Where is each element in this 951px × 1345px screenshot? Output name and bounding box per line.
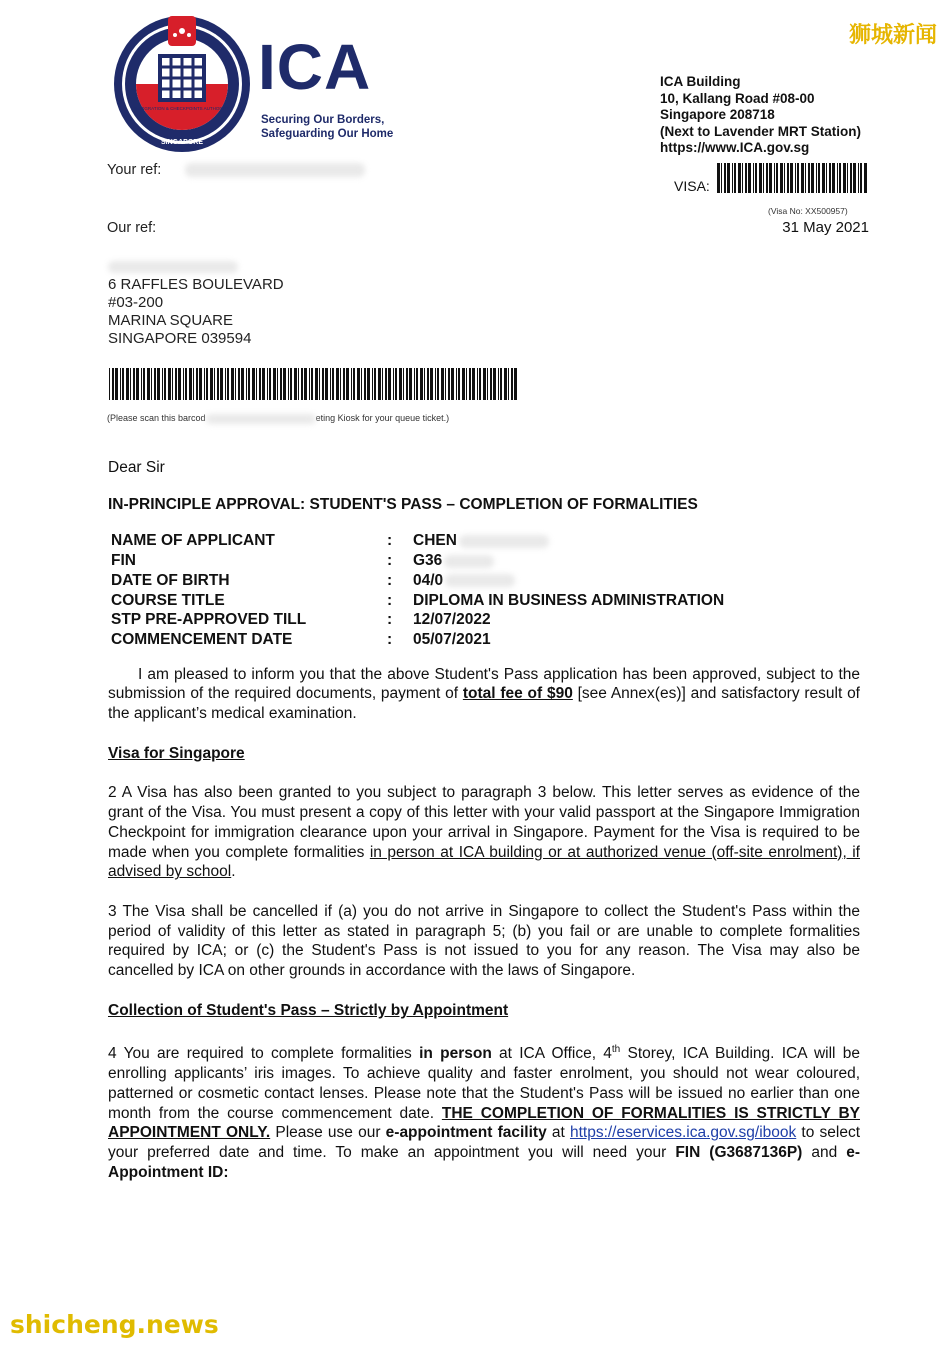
- barcode-bar: [248, 368, 250, 400]
- barcode-bar: [235, 368, 236, 400]
- barcode-bar: [498, 368, 499, 400]
- barcode-bar: [115, 368, 118, 400]
- barcode-bar: [832, 163, 835, 193]
- barcode-bar: [225, 368, 226, 400]
- barcode-bar: [748, 163, 751, 193]
- total-fee: total fee of $90: [462, 685, 573, 703]
- barcode-bar: [416, 368, 418, 400]
- barcode-bar: [298, 368, 299, 400]
- barcode-bar: [860, 163, 862, 193]
- barcode-bar: [259, 368, 261, 400]
- barcode-bar: [353, 368, 355, 400]
- barcode-bar: [220, 368, 223, 400]
- barcode-bar: [742, 163, 743, 193]
- barcode-bar: [721, 163, 722, 193]
- barcode-bar: [280, 368, 282, 400]
- barcode-bar: [477, 368, 478, 400]
- recipient-line: MARINA SQUARE: [108, 312, 234, 329]
- detail-row: [111, 610, 724, 630]
- barcode-bar: [822, 163, 825, 193]
- paragraph-4: 4 You are required to complete formalities in person at ICA Office, 4th Storey, ICA Building. ICA will be enrolling applicants’ iris images. To achieve quality and faster enrolment, you should not wear coloured, patterned or cosmetic contact lenses. Please note that the Student's Pass will be issued no earlier than one month from the course commencement date. THE COMPLETION OF FORMALITIES IS STRICTLY BY APPOINTMENT ONLY. Please use our e-appointment facility at https://eservices.ica.gov.sg/ibook to select your preferred date and time. To make an appointment you will need your FIN (G3687136P) and e-Appointment ID:: [108, 1044, 861, 1181]
- barcode-bar: [829, 163, 831, 193]
- barcode-bar: [393, 368, 394, 400]
- barcode-bar: [330, 368, 331, 400]
- barcode-bar: [204, 368, 205, 400]
- barcode-bar: [277, 368, 278, 400]
- barcode-bar: [472, 368, 475, 400]
- barcode-bar: [351, 368, 352, 400]
- barcode-bar: [196, 368, 198, 400]
- barcode-bar: [283, 368, 286, 400]
- barcode-bar: [801, 163, 804, 193]
- barcode-bar: [458, 368, 460, 400]
- barcode-bar: [483, 368, 486, 400]
- barcode-bar: [780, 163, 783, 193]
- barcode-bar: [403, 368, 404, 400]
- barcode-bar: [112, 368, 114, 400]
- barcode-bar: [189, 368, 192, 400]
- redacted-name: [108, 261, 238, 273]
- barcode-bar: [120, 368, 121, 400]
- detail-colon: :: [387, 630, 393, 648]
- barcode-bar: [157, 368, 160, 400]
- barcode-bar: [826, 163, 827, 193]
- barcode-bar: [133, 368, 135, 400]
- letter-body: [108, 458, 860, 1183]
- watermark-top: 狮城新闻: [848, 22, 937, 47]
- recipient-line: SINGAPORE 039594: [108, 330, 252, 347]
- barcode-bar: [168, 368, 171, 400]
- barcode-bar: [214, 368, 215, 400]
- barcode-bar: [399, 368, 402, 400]
- barcode-bar: [790, 163, 793, 193]
- barcode-bar: [808, 163, 810, 193]
- barcode-bar: [437, 368, 439, 400]
- barcode-bar: [776, 163, 778, 193]
- detail-colon: :: [387, 611, 393, 629]
- barcode-bar: [136, 368, 139, 400]
- barcode-bar: [241, 368, 244, 400]
- barcode-bar: [427, 368, 429, 400]
- barcode-bar: [172, 368, 173, 400]
- barcode-bar: [126, 368, 129, 400]
- barcode-bar: [319, 368, 320, 400]
- address-line: ICA Building: [660, 74, 741, 89]
- detail-colon: :: [387, 552, 393, 570]
- paragraph-1: I am pleased to inform you that the above Student's Pass application has been approved, subject to the submission of the required documents, payment of total fee of $90 [see Annex(es)] and satisfactory result of the applicant’s medical examination.: [108, 665, 860, 723]
- barcode-bar: [445, 368, 446, 400]
- barcode-bar: [304, 368, 307, 400]
- visa-label: VISA:: [674, 178, 710, 194]
- detail-value: 12/07/2022: [413, 611, 491, 629]
- detail-label: FIN: [111, 552, 136, 570]
- barcode-bar: [343, 368, 345, 400]
- barcode-bar: [262, 368, 265, 400]
- barcode-bar: [273, 368, 276, 400]
- redacted-ref: [185, 163, 365, 177]
- barcode-bar: [269, 368, 271, 400]
- barcode-note: [107, 413, 449, 424]
- detail-row: [111, 551, 724, 571]
- queue-barcode: [109, 368, 519, 400]
- barcode-bar: [755, 163, 757, 193]
- letter-title: IN-PRINCIPLE APPROVAL: STUDENT'S PASS – COMPLETION OF FORMALITIES: [108, 495, 698, 513]
- barcode-bar: [816, 163, 817, 193]
- barcode-bar: [388, 368, 391, 400]
- visa-barcode: [717, 163, 867, 193]
- recipient-line: #03-200: [108, 294, 164, 311]
- barcode-bar: [288, 368, 289, 400]
- detail-label: NAME OF APPLICANT: [111, 532, 275, 550]
- barcode-bar: [378, 368, 381, 400]
- detail-colon: :: [387, 591, 393, 609]
- barcode-bar: [175, 368, 177, 400]
- barcode-bar: [414, 368, 415, 400]
- barcode-bar: [395, 368, 397, 400]
- logo-tagline: [261, 113, 393, 141]
- barcode-bar: [759, 163, 762, 193]
- barcode-bar: [357, 368, 360, 400]
- barcode-bar: [206, 368, 208, 400]
- letter-date: 31 May 2021: [782, 219, 869, 236]
- barcode-bar: [246, 368, 247, 400]
- barcode-bar: [784, 163, 785, 193]
- ica-address: [660, 74, 861, 157]
- barcode-bar: [787, 163, 789, 193]
- ica-logo: [112, 14, 252, 154]
- detail-row: [111, 591, 724, 611]
- detail-row: [111, 531, 724, 551]
- barcode-bar: [361, 368, 362, 400]
- barcode-bar: [734, 163, 736, 193]
- barcode-bar: [451, 368, 454, 400]
- barcode-bar: [374, 368, 376, 400]
- visa-heading: Visa for Singapore: [108, 744, 245, 762]
- barcode-bar: [346, 368, 349, 400]
- barcode-bar: [372, 368, 373, 400]
- barcode-bar: [210, 368, 213, 400]
- barcode-bar: [805, 163, 806, 193]
- barcode-bar: [774, 163, 775, 193]
- barcode-bar: [178, 368, 181, 400]
- barcode-bar: [469, 368, 471, 400]
- logo-ring-text: IMMIGRATION & CHECKPOINTS AUTHORITY: [134, 106, 230, 111]
- paragraph-3: 3 The Visa shall be cancelled if (a) you do not arrive in Singapore to collect the Student's Pass within the period of validity of this letter as stated in paragraph 5; (b) you fail or are unable to complete formalities required by ICA; or (c) the Student's Pass is not issued to you for any reason. The Visa may also be cancelled by ICA on other grounds in accordance with the laws of Singapore.: [108, 902, 860, 980]
- detail-row: [111, 571, 724, 591]
- your-ref: [107, 162, 365, 178]
- barcode-bar: [853, 163, 856, 193]
- barcode-bar: [753, 163, 754, 193]
- barcode-bar: [435, 368, 436, 400]
- redacted-value: [444, 555, 494, 568]
- barcode-bar: [409, 368, 412, 400]
- barcode-bar: [238, 368, 240, 400]
- barcode-bar: [839, 163, 841, 193]
- barcode-bar: [217, 368, 219, 400]
- ibook-link[interactable]: https://eservices.ica.gov.sg/ibook: [569, 1124, 797, 1142]
- barcode-bar: [738, 163, 741, 193]
- barcode-bar: [109, 368, 110, 400]
- barcode-bar: [456, 368, 457, 400]
- redacted-value: [459, 535, 549, 548]
- barcode-bar: [301, 368, 303, 400]
- applicant-details: [111, 531, 724, 649]
- barcode-bar: [364, 368, 366, 400]
- detail-value: 04/0: [413, 571, 724, 591]
- barcode-bar: [227, 368, 229, 400]
- barcode-bar: [406, 368, 408, 400]
- barcode-bar: [850, 163, 852, 193]
- barcode-bar: [340, 368, 341, 400]
- barcode-bar: [385, 368, 387, 400]
- barcode-bar: [732, 163, 733, 193]
- your-ref-label: Your ref:: [107, 162, 162, 178]
- detail-value: CHEN: [413, 531, 724, 551]
- paragraph-2: 2 A Visa has also been granted to you subject to paragraph 3 below. This letter serves as evidence of the grant of the Visa. You must present a copy of this letter with your valid passport at the Singapore Immigration Checkpoint for immigration clearance upon your arrival in Singapore. Payment for the Visa is required to be made when you complete formalities in person at ICA building or at authorized venue (off-site enrolment), if advised by school.: [108, 784, 860, 881]
- barcode-bar: [367, 368, 370, 400]
- logo-tagline-line2: Safeguarding Our Home: [261, 128, 394, 140]
- barcode-bar: [147, 368, 150, 400]
- barcode-bar: [511, 368, 513, 400]
- barcode-bar: [336, 368, 339, 400]
- salutation: Dear Sir: [108, 459, 165, 476]
- barcode-bar: [745, 163, 747, 193]
- detail-value: DIPLOMA IN BUSINESS ADMINISTRATION: [413, 591, 725, 609]
- barcode-bar: [858, 163, 859, 193]
- barcode-bar: [717, 163, 720, 193]
- barcode-bar: [193, 368, 194, 400]
- redacted-note: [206, 414, 316, 424]
- barcode-bar: [267, 368, 268, 400]
- barcode-bar: [837, 163, 838, 193]
- barcode-bar: [490, 368, 492, 400]
- barcode-bar: [724, 163, 726, 193]
- barcode-bar: [420, 368, 423, 400]
- detail-value: 05/07/2021: [413, 630, 491, 648]
- barcode-bar: [122, 368, 124, 400]
- detail-label: COURSE TITLE: [111, 591, 225, 609]
- barcode-bar: [448, 368, 450, 400]
- address-line: Singapore 208718: [660, 107, 775, 122]
- barcode-bar: [162, 368, 163, 400]
- barcode-bar: [290, 368, 292, 400]
- barcode-bar: [504, 368, 507, 400]
- barcode-note-end: eting Kiosk for your queue ticket.): [315, 413, 450, 423]
- collection-heading: Collection of Student's Pass – Strictly by Appointment: [108, 1001, 509, 1019]
- redacted-value: [445, 574, 515, 587]
- barcode-bar: [199, 368, 202, 400]
- barcode-bar: [164, 368, 166, 400]
- barcode-bar: [811, 163, 814, 193]
- barcode-bar: [256, 368, 257, 400]
- barcode-bar: [818, 163, 820, 193]
- barcode-bar: [462, 368, 465, 400]
- logo-tagline-line1: Securing Our Borders,: [261, 114, 385, 126]
- barcode-bar: [143, 368, 145, 400]
- barcode-bar: [797, 163, 799, 193]
- barcode-bar: [466, 368, 467, 400]
- detail-colon: :: [387, 532, 393, 550]
- recipient-address: [108, 258, 284, 348]
- barcode-bar: [441, 368, 444, 400]
- barcode-bar: [487, 368, 488, 400]
- barcode-bar: [130, 368, 131, 400]
- detail-label: COMMENCEMENT DATE: [111, 630, 293, 648]
- barcode-bar: [154, 368, 156, 400]
- barcode-bar: [795, 163, 796, 193]
- our-ref-label: Our ref:: [107, 220, 157, 236]
- visa-number: (Visa No: XX500957): [768, 206, 848, 216]
- logo-ring-bottom: SINGAPORE: [160, 139, 204, 146]
- barcode-bar: [843, 163, 846, 193]
- detail-label: STP PRE-APPROVED TILL: [111, 611, 307, 629]
- address-line: 10, Kallang Road #08-00: [660, 90, 815, 106]
- barcode-note-start: (Please scan this barcod: [107, 413, 206, 423]
- barcode-bar: [382, 368, 383, 400]
- barcode-bar: [231, 368, 234, 400]
- barcode-bar: [315, 368, 318, 400]
- barcode-bar: [325, 368, 328, 400]
- barcode-bar: [864, 163, 867, 193]
- barcode-bar: [769, 163, 772, 193]
- barcode-bar: [500, 368, 502, 400]
- barcode-bar: [493, 368, 496, 400]
- detail-label: DATE OF BIRTH: [111, 571, 230, 589]
- barcode-bar: [309, 368, 310, 400]
- logo-wordmark: ICA: [258, 31, 372, 103]
- barcode-bar: [508, 368, 509, 400]
- watermark-bottom: shicheng.news: [10, 1310, 219, 1339]
- barcode-bar: [294, 368, 297, 400]
- detail-colon: :: [387, 571, 393, 589]
- barcode-bar: [727, 163, 730, 193]
- barcode-bar: [430, 368, 433, 400]
- barcode-bar: [332, 368, 334, 400]
- barcode-bar: [183, 368, 184, 400]
- address-line: (Next to Lavender MRT Station): [660, 123, 862, 139]
- barcode-bar: [763, 163, 764, 193]
- barcode-bar: [847, 163, 848, 193]
- detail-row: [111, 630, 724, 650]
- detail-value: G36: [413, 551, 724, 571]
- barcode-bar: [185, 368, 187, 400]
- barcode-bar: [322, 368, 324, 400]
- barcode-bar: [252, 368, 255, 400]
- barcode-bar: [479, 368, 481, 400]
- barcode-bar: [151, 368, 152, 400]
- barcode-bar: [141, 368, 142, 400]
- barcode-bar: [766, 163, 768, 193]
- address-website: https://www.ICA.gov.sg: [660, 140, 810, 155]
- barcode-bar: [514, 368, 517, 400]
- barcode-bar: [424, 368, 425, 400]
- barcode-bar: [311, 368, 313, 400]
- recipient-line: 6 RAFFLES BOULEVARD: [108, 276, 284, 293]
